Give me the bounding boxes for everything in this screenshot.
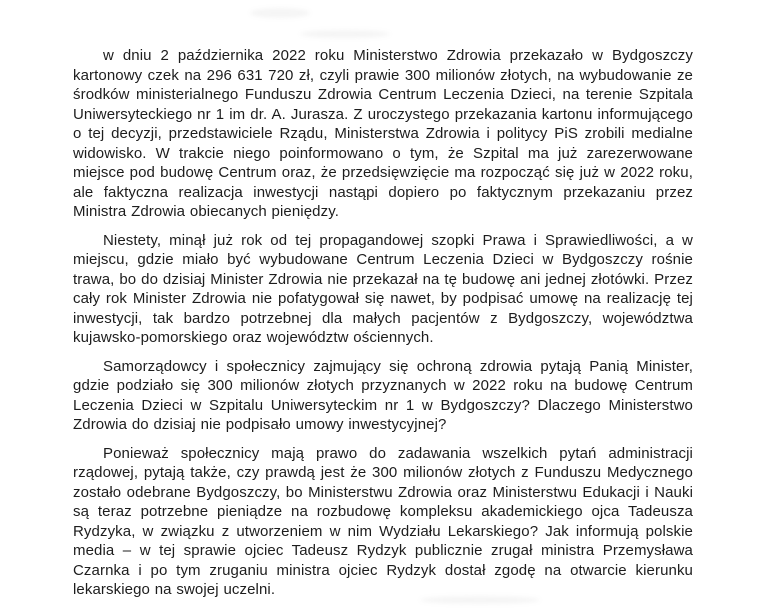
- paragraph-year-later: Niestety, minął już rok od tej propagandowej szopki Prawa i Sprawiedliwości, a w miejscu, gdzie miało być wybudowane Centrum Leczenia Dzieci w Bydgoszczy rośnie trawa, bo do dzisiaj Minister Zdrowia nie przekazał na tę budowę ani jednej złotówki. Przez cały rok Minister Zdrowia nie pofatygował się nawet, by podpisać umowę na realizację tej inwestycji, tak bardzo potrzebnej dla małych pacjentów z Bydgoszczy, województwa kujawsko-pomorskiego oraz województw ościennych.: [73, 231, 693, 346]
- paragraph-check-handover: w dniu 2 października 2022 roku Ministerstwo Zdrowia przekazało w Bydgoszczy kartonowy czek na 296 631 720 zł, czyli prawie 300 milionów złotych, na wybudowanie ze środków ministerialnego Funduszu Zdrowia Centrum Leczenia Dzieci, na terenie Szpitala Uniwersyteckiego nr 1 im dr. A. Jurasza. Z uroczystego przekazania kartonu informującego o tej decyzji, przedstawiciele Rządu, Ministerstwa Zdrowia i politycy PiS zrobili medialne widowisko. W trakcie niego poinformowano o tym, że Szpital ma już zarezerwowane miejsce pod budowę Centrum oraz, że przedsięwzięcie ma rozpocząć się już w 2022 roku, ale faktyczna realizacja inwestycji nastąpi dopiero po faktycznym przekazaniu przez Ministra Zdrowia obiecanych pieniędzy.: [73, 47, 693, 220]
- paragraph-medical-fund: Ponieważ społecznicy mają prawo do zadawania wszelkich pytań administracji rządowej, pytają także, czy prawdą jest że 300 milionów złotych z Funduszu Medycznego zostało odebrane Bydgoszczy, bo Ministerstwu Zdrowia oraz Ministerstwu Edukacji i Nauki są teraz potrzebne pieniądze na rozbudowę kompleksu akademickiego ojca Tadeusza Rydzyka, w związku z utworzeniem w nim Wydziału Lekarskiego? Jak informują polskie media – w tej sprawie ojciec Tadeusz Rydzyk publicznie zrugał ministra Przemysława Czarnka i po tym zruganiu ministra ojciec Rydzyk dostał zgodę na otwarcie kierunku lekarskiego na swojej uczelni.: [73, 444, 693, 598]
- paragraph-question-300m: Samorządowcy i społecznicy zajmujący się ochroną zdrowia pytają Panią Minister, gdzie podziało się 300 milionów złotych przyznanych w 2022 roku na budowę Centrum Leczenia Dzieci w Szpitalu Uniwersyteckim nr 1 w Bydgoszczy? Dlaczego Ministerstwo Zdrowia do dzisiaj nie podpisało umowy inwestycyjnej?: [73, 357, 693, 433]
